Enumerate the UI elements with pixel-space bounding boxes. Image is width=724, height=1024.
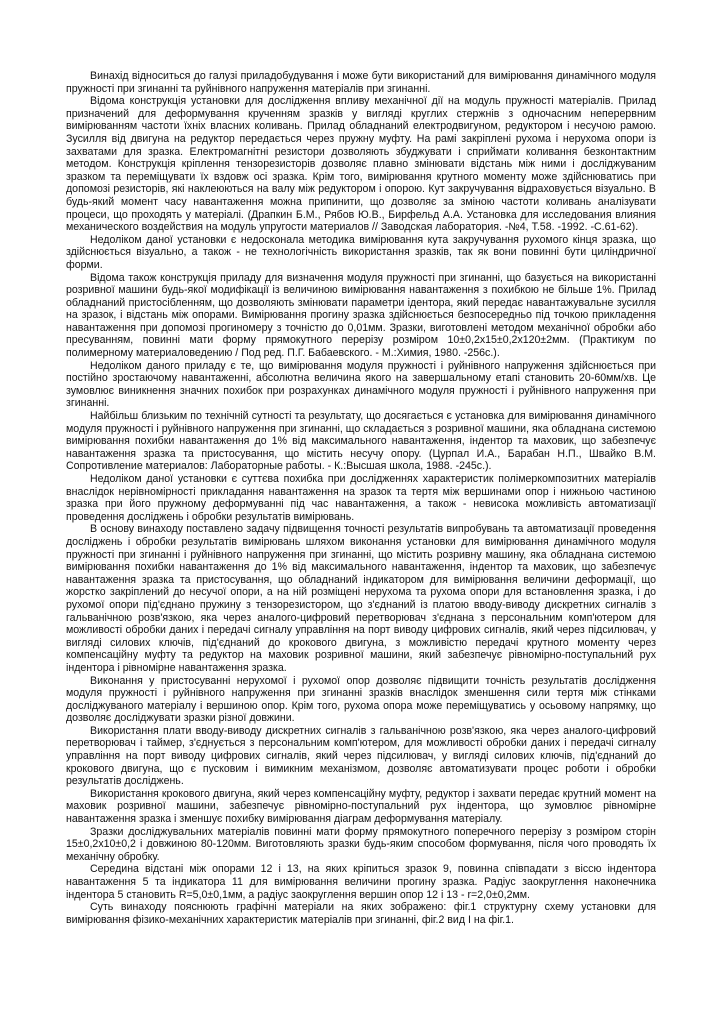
paragraph-14: Суть винаходу пояснюють графічні матеріали на яких зображено: фіг.1 структурну схему установки для вимірювання фізико-механічних характеристик матеріалів при згинанні, фіг.2 вид І на фіг.1. xyxy=(66,901,656,926)
paragraph-13: Середина відстані між опорами 12 і 13, на яких кріпиться зразок 9, повинна співпадати з віссю індентора навантаження 5 та індикатора 11 для вимірювання величини прогину зразка. Радіус заокруглення наконечника індентора 5 становить R=5,0±0,1мм, а радіус заокруглення вершин опор 12 і 13 - r=2,0±0,2мм. xyxy=(66,863,656,901)
paragraph-5: Недоліком даного приладу є те, що вимірювання модуля пружності і руйнівного напруження здійснюється при постійно зростаючому навантаженні, абсолютна величина якого на завершальному етапі становить 20-60мм/хв. Це зумовлює виникнення значних похибок при розрахунках динамічного модуля пружності і руйнівного напруження при згинанні. xyxy=(66,359,656,410)
paragraph-11: Використання крокового двигуна, який через компенсаційну муфту, редуктор і захвати передає крутний момент на маховик розривної машини, забезпечує рівномірно-поступальний рух індентора, що зумовлює рівномірне навантаження зразка і зменшує похибку вимірювання діаграм деформування матеріалу. xyxy=(66,787,656,826)
document-body xyxy=(66,70,656,926)
paragraph-12: Зразки досліджувальних матеріалів повинні мати форму прямокутного поперечного перерізу з розміром сторін 15±0,2х10±0,2 і довжиною 80-120мм. Виготовляють зразки будь-яким способом формування, після чого проводять їх механічну обробку. xyxy=(66,825,656,863)
paragraph-2: Відома конструкція установки для дослідження впливу механічної дії на модуль пружності матеріалів. Прилад призначений для деформування крученням зразків у вигляді круглих стержнів з одночасним неперервним вимірюванням частоти їхніх власних коливань. Прилад обладнаний електродвигуном, редуктором і несучою рамою. Зусилля від двигуна на редуктор передається через пружну муфту. На рамі закріплені рухома і нерухома опори із захватами для зразка. Електромагнітні резистори дозволяють збуджувати і сприймати коливання безконтактним методом. Конструкція кріплення тензорезисторів дозволяє плавно змінювати відстань між ними і досліджуваним зразком та переміщувати їх вздовж осі зразка. Крім того, вимірювання крутного моменту може здійснюватись при допомозі резисторів, які наклеюються на валу між редуктором і опорою. Кут закручування відраховується візуально. В будь-який момент часу навантаження можна припинити, що дозволяє за зміною частоти коливань аналізувати процеси, що проходять у матеріалі. (Драпкин Б.М., Рябов Ю.В., Бирфельд А.А. Установка для исследования влияния механического воздействия на модуль упругости материалов // Заводская лаборатория. -№4, Т.58. -1992. -С.61-62). xyxy=(66,95,656,234)
paragraph-3: Недоліком даної установки є недосконала методика вимірювання кута закручування рухомого кінця зразка, що здійснюється візуально, а також - не технологічність використання зразків, так як вони повинні бути циліндричної форми. xyxy=(66,233,656,271)
paragraph-1: Винахід відноситься до галузі приладобудування і може бути використаний для вимірювання динамічного модуля пружності при згинанні та руйнівного напруження матеріалів при згинанні. xyxy=(66,70,656,95)
paragraph-9: Виконання у пристосуванні нерухомої і рухомої опор дозволяє підвищити точність результатів дослідження модуля пружності і руйнівного напруження при згинанні зразків внаслідок зменшення сили тертя між стінками досліджуваного матеріалу і вершиною опор. Крім того, рухома опора може переміщуватись у осьовому напрямку, що дозволяє досліджувати зразки різної довжини. xyxy=(66,674,656,725)
paragraph-10: Використання плати вводу-виводу дискретних сигналів з гальванічною розв'язкою, яка через аналого-цифровий перетворювач і таймер, з'єднується з персональним комп'ютером, для можливості обробки даних і передачі сигналу управління на порт виводу цифрових сигналів, який через підсилювач, у вигляді силових ключів, під'єднаний до крокового двигуна, що є пусковим і вимикним механізмом, дозволяє автоматизувати процес роботи і обробки результатів досліджень. xyxy=(66,724,656,788)
paragraph-7: Недоліком даної установки є суттєва похибка при дослідженнях характеристик полімеркомпозитних матеріалів внаслідок нерівномірності прикладання навантаження на зразок та тертя між вершинами опор і нижньою частиною зразка при його пружному деформуванні під час навантаження, а також - невисока можливість автоматизації проведення досліджень і обробки результатів вимірювань. xyxy=(66,473,656,523)
paragraph-4: Відома також конструкція приладу для визначення модуля пружності при згинанні, що базується на використанні розривної машини будь-якої модифікації із величиною вимірювання навантаження з похибкою не більше 1%. Прилад обладнаний пристосібленням, що дозволяють змінювати параметри ідентора, який передає навантажувальне зусилля на зразок, і відстань між опорами. Вимірювання прогину зразка здійснюється безпосередньо під точкою прикладення навантаження при допомозі прогиномеру з точністю до 0,01мм. Зразки, виготовлені методом механічної обробки або пресуванням, повинні мати форму прямокутного перерізу розміром 10±0,2х15±0,2х120±2мм. (Практикум по полимерному материаловедению / Под ред. П.Г. Бабаевского. - М.:Химия, 1980. -256с.). xyxy=(66,271,656,360)
paragraph-6: Найбільш близьким по технічній сутності та результату, що досягається є установка для вимірювання динамічного модуля пружності і руйнівного напруження при згинанні, що складається з розривної машини, яка обладнана системою вимірювання похибки навантаження до 1% від максимального навантаження, індентор та маховик, що забезпечує навантаження зразка та пристосування, що містить несучу опору. (Цурпал И.А., Барабан Н.П., Швайко В.М. Сопротивление материалов: Лабораторные работы. - К.:Высшая школа, 1988. -245с.). xyxy=(66,410,656,473)
paragraph-8: В основу винаходу поставлено задачу підвищення точності результатів випробувань та автоматизації проведення досліджень і обробки результатів вимірювань шляхом виконання установки для вимірювання динамічного модуля пружності при згинанні і руйнівного напруження при згинанні, що містить розривну машину, яка обладнана системою вимірювання похибки навантаження до 1% від максимального навантаження, індентор та маховик, що забезпечує навантаження зразка та пристосування, що обладнаний індикатором для вимірювання величини деформації, що жорстко закріплений до несучої опори, а на ній розміщені нерухома та рухома опори для встановлення зразка, і до рухомої опори під'єднано пружину з тензорезистором, що з'єднаний із платою вводу-виводу дискретних сигналів з гальванічною розв'язкою, яка через аналого-цифровий перетворювач з'єднана з персональним комп'ютером для можливості обробки даних і передачі сигналу управління на порт виводу цифрових сигналів, який через підсилювач, у вигляді силових ключів, під'єднаний до крокового двигуна, з можливістю передачі крутного моменту через компенсаційну муфту та редуктор на маховик розривної машини, який забезпечує рівномірно-поступальний рух індентора і рівномірне навантаження зразка. xyxy=(66,523,656,674)
